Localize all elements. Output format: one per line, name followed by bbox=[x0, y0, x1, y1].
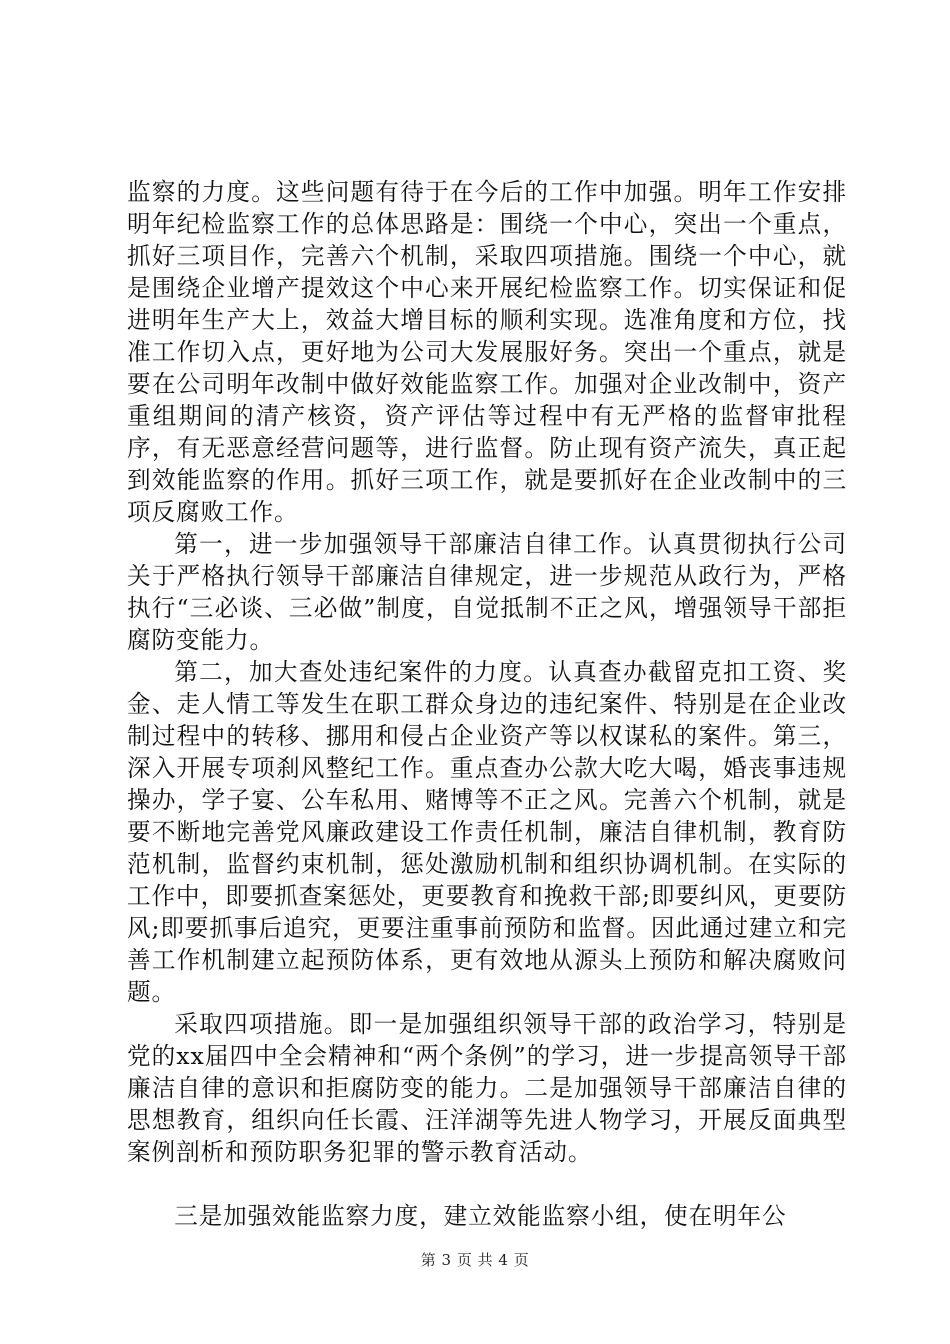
paragraph-3: 第二，加大查处违纪案件的力度。认真查办截留克扣工资、奖金、走人情工等发生在职工群众身边的违纪案件、特别是在企业改制过程中的转移、挪用和侵占企业资产等以权谋私的案件。第三，深入开展专项刹风整纪工作。重点查办公款大吃大喝，婚丧事违规操办，学子宴、公车私用、赌博等不正之风。完善六个机制，就是要不断地完善党风廉政建设工作责任机制，廉洁自律机制，教育防范机制，监督约束机制，惩处激励机制和组织协调机制。在实际的工作中，即要抓查案惩处，更要教育和挽救干部;即要纠风，更要防风;即要抓事后追究，更要注重事前预防和监督。因此通过建立和完善工作机制建立起预防体系，更有效地从源头上预防和解决腐败问题。 bbox=[127, 658, 847, 1006]
page-footer: 第 3 页 共 4 页 bbox=[420, 1251, 530, 1269]
paragraph-2: 第一，进一步加强领导干部廉洁自律工作。认真贯彻执行公司关于严格执行领导干部廉洁自律规定，进一步规范从政行为，严格执行“三必谈、三必做”制度，自觉抵制不正之风，增强领导干部拒腐防变能力。 bbox=[127, 530, 847, 654]
paragraph-4: 采取四项措施。即一是加强组织领导干部的政治学习，特别是党的xx届四中全会精神和“两个条例”的学习，进一步提高领导干部廉洁自律的意识和拒腐防变的能力。二是加强领导干部廉洁自律的思想教育，组织向任长霞、汪洋湖等先进人物学习，开展反面典型案例剖析和预防职务犯罪的警示教育活动。 bbox=[127, 1010, 847, 1166]
paragraph-5: 三是加强效能监察力度，建立效能监察小组，使在明年公 bbox=[174, 1202, 787, 1230]
paragraph-1: 监察的力度。这些问题有待于在今后的工作中加强。明年工作安排明年纪检监察工作的总体思路是：围绕一个中心，突出一个重点，抓好三项目作，完善六个机制，采取四项措施。围绕一个中心，就是围绕企业增产提效这个中心来开展纪检监察工作。切实保证和促进明年生产大上，效益大增目标的顺利实现。选准角度和方位，找准工作切入点，更好地为公司大发展服好务。突出一个重点，就是要在公司明年改制中做好效能监察工作。加强对企业改制中，资产重组期间的清产核资，资产评估等过程中有无严格的监督审批程序，有无恶意经营问题等，进行监督。防止现有资产流失，真正起到效能监察的作用。抓好三项工作，就是要抓好在企业改制中的三项反腐败工作。 bbox=[127, 178, 847, 526]
document-body bbox=[127, 176, 847, 1232]
